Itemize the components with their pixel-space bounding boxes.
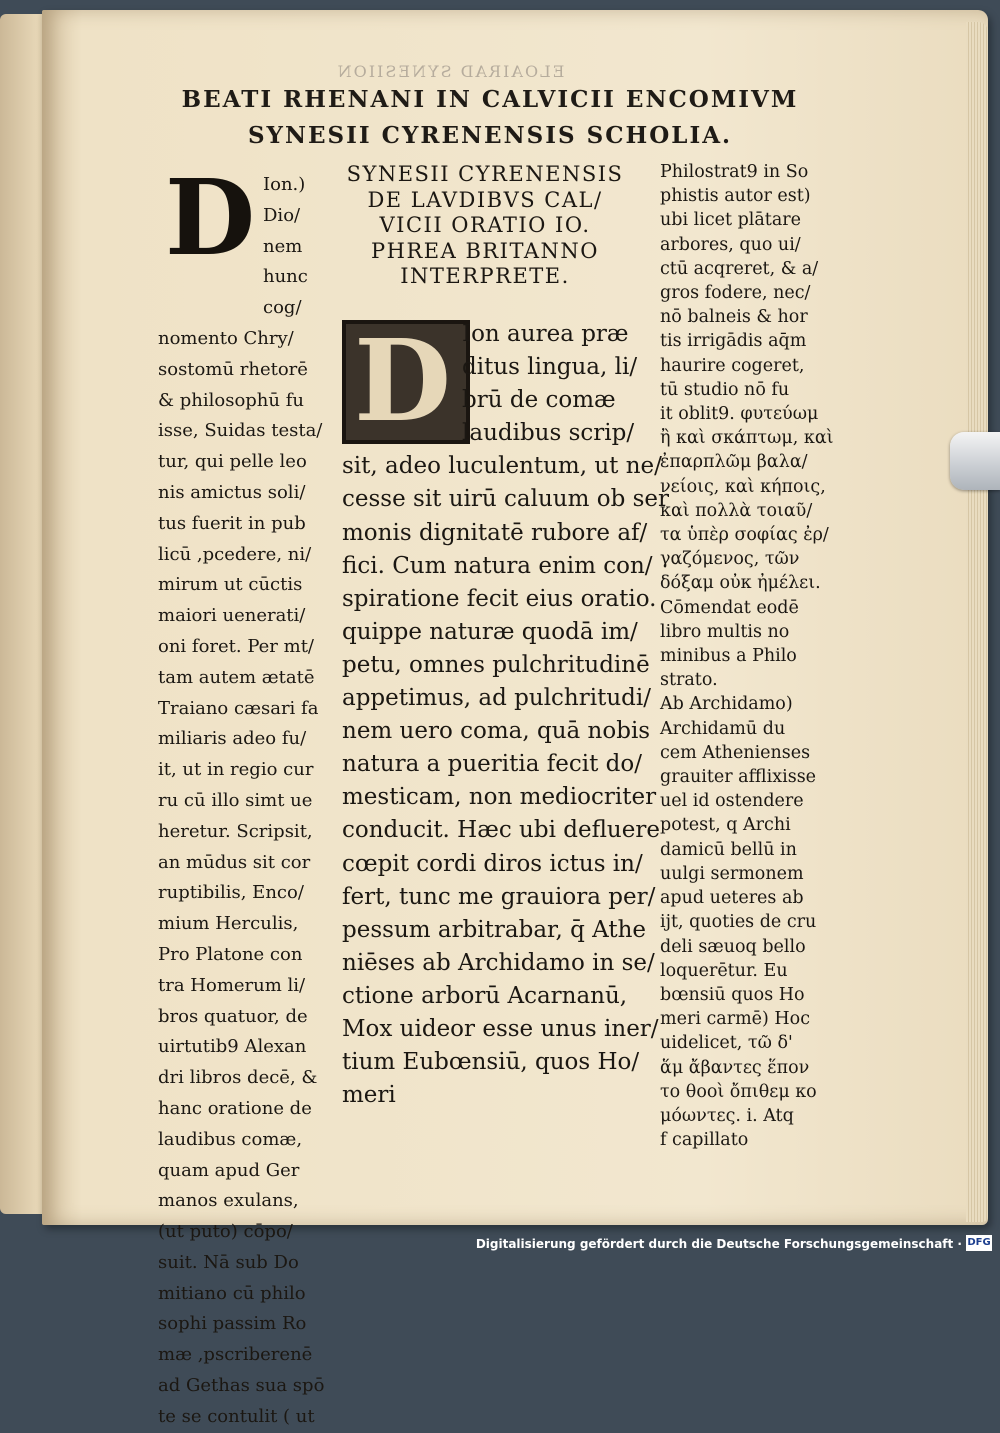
commentary-line: maiori uenerati/ (158, 605, 306, 627)
page-fore-edge (966, 22, 988, 1222)
commentary-line: sophi passim Ro (158, 1313, 307, 1335)
commentary-line: heretur. Scripsit, (158, 820, 313, 842)
oration-text-column (342, 318, 670, 1112)
bleed-through-text: ELOAIRAD SYNESIION (335, 62, 565, 81)
commentary-line: arbores, quo ui/ (660, 234, 801, 255)
commentary-line: τα ὑπὲρ σοφίας ἐρ/ (660, 525, 829, 546)
commentary-line: Dio/ (263, 204, 301, 226)
commentary-line: minibus a Philo (660, 646, 797, 667)
commentary-line: meri carmē) Hoc (660, 1009, 811, 1030)
commentary-line: γαζόμενος, τῶν (660, 549, 800, 570)
commentary-line: libro multis no (660, 621, 790, 642)
funding-credit: Digitalisierung gefördert durch die Deutsche Forschungsgemeinschaft · (475, 1237, 962, 1251)
commentary-line: laudibus comæ, (158, 1128, 303, 1150)
commentary-line: te se contulit ( ut (158, 1405, 315, 1427)
commentary-line: hanc oratione de (158, 1097, 312, 1119)
commentary-line: it oblit9. φυτεύωμ (660, 404, 819, 425)
text-line: brū de comæ (462, 387, 616, 414)
text-line: laudibus scrip/ (462, 420, 635, 447)
drop-cap-left: D (165, 156, 256, 279)
commentary-line: Archidamū du (660, 718, 786, 739)
commentary-line: apud ueteres ab (660, 888, 804, 909)
commentary-line: hunc (263, 266, 308, 288)
ornamental-initial-letter: D (354, 316, 452, 447)
commentary-line: uulgi sermonem (660, 863, 804, 884)
commentary-line: gros fodere, nec/ (660, 283, 811, 304)
title-line: PHREA BRITANNO (371, 238, 599, 263)
commentary-line: cog/ (263, 297, 302, 319)
text-line: petu, omnes pulchritudinē (342, 651, 650, 678)
commentary-line: cem Athenienses (660, 742, 811, 763)
commentary-line: mium Herculis, (158, 913, 299, 935)
commentary-line: Ab Archidamo) (660, 694, 793, 715)
commentary-line: & philosophū fu (158, 389, 304, 411)
commentary-line: ἐπαρπλῶμ βαλα/ (660, 452, 808, 473)
commentary-line: damicū bellū in (660, 839, 797, 860)
commentary-line: suit. Nā sub Do (158, 1251, 299, 1273)
text-line: fert, tunc me grauiora per/ (342, 883, 656, 910)
commentary-line: nomento Chry/ (158, 327, 294, 349)
text-line: Ion aurea præ (462, 321, 629, 347)
text-line: ditus lingua, li/ (462, 354, 638, 381)
commentary-line: mitiano cū philo (158, 1282, 306, 1304)
commentary-line: Ion.) (263, 174, 306, 195)
text-line: tium Eubœnsiū, quos Ho/ (342, 1049, 640, 1076)
commentary-line: strato. (660, 670, 718, 691)
page-turn-tab[interactable] (950, 432, 1000, 490)
commentary-line: ru cū illo simt ue (158, 789, 313, 811)
text-line: sit, adeo luculentum, ut ne/ (342, 453, 662, 480)
text-line: pessum arbitrabar, q̄ Athe (342, 916, 647, 943)
title-line: VICII ORATIO IO. (379, 213, 591, 237)
text-line: monis dignitatē rubore af/ (342, 519, 648, 546)
commentary-line: quam apud Ger (158, 1159, 300, 1181)
commentary-line: haurire cogeret, (660, 355, 805, 376)
text-line: meri (342, 1082, 396, 1109)
commentary-line: potest, q Archi (660, 815, 791, 836)
text-line: quippe naturæ quodā im/ (342, 618, 638, 645)
text-line: Mox uideor esse unus iner/ (342, 1015, 659, 1042)
commentary-line: μόωντες. i. Atq (660, 1105, 794, 1126)
commentary-line: Traiano cæsari fa (158, 697, 319, 719)
commentary-line: manos exulans, (158, 1190, 299, 1212)
text-line: cesse sit uirū caluum ob ser (342, 486, 670, 513)
commentary-line: bœnsiū quos Ho (660, 984, 805, 1005)
commentary-line: f capillato (660, 1130, 749, 1151)
title-line: DE LAVDIBVS CAL/ (367, 187, 603, 212)
oration-title (335, 162, 635, 290)
commentary-line: nō balneis & hor (660, 307, 808, 328)
commentary-line: isse, Suidas testa/ (158, 420, 323, 442)
commentary-line: καὶ πολλὰ τοιαῦ/ (660, 500, 813, 521)
commentary-line: ijt, quoties de cru (660, 912, 817, 933)
commentary-line: ad Gethas sua spō (158, 1375, 325, 1397)
commentary-line: loquerētur. Eu (660, 960, 788, 981)
commentary-line: deli sæuoq bello (660, 936, 806, 957)
left-commentary-column (158, 156, 330, 1433)
dfg-logo: DFG (966, 1235, 992, 1251)
text-line: conducit. Hæc ubi defluere (342, 817, 660, 844)
commentary-line: Philostrat9 in So (660, 162, 809, 182)
text-line: nem uero coma, quā nobis (342, 718, 651, 745)
page-title: BEATI RHENANI IN CALVICII ENCOMIVM (181, 86, 799, 113)
text-line: spiratione fecit eius oratio. (342, 585, 657, 612)
commentary-line: το θοοὶ ὄπιθεμ κο (660, 1081, 817, 1102)
text-line: mesticam, non mediocriter (342, 784, 657, 811)
commentary-line: tam autem ætatē (158, 666, 315, 688)
commentary-line: uirtutib9 Alexan (158, 1036, 307, 1058)
commentary-line: oni foret. Per mt/ (158, 635, 314, 657)
commentary-line: δόξαμ οὐκ ἠμέλει. (660, 573, 821, 594)
commentary-line: grauiter afflixisse (660, 767, 817, 788)
commentary-line: Pro Platone con (158, 943, 303, 965)
commentary-line: mirum ut cūctis (158, 574, 303, 596)
page-subtitle: SYNESII CYRENENSIS SCHOLIA. (247, 122, 733, 149)
text-line: appetimus, ad pulchritudi/ (342, 685, 651, 712)
right-commentary-column (660, 160, 834, 1152)
commentary-line: Cōmendat eodē (660, 597, 799, 618)
text-line: natura a pueritia fecit do/ (342, 751, 642, 778)
commentary-line: tur, qui pelle leo (158, 451, 307, 473)
commentary-line: ubi licet plātare (660, 210, 801, 231)
commentary-line: phistis autor est) (660, 186, 811, 207)
commentary-line: (ut puto) cōpo/ (158, 1221, 293, 1243)
text-line: cœpit cordi diros ictus in/ (342, 850, 643, 877)
commentary-line: tū studio nō fu (660, 379, 790, 400)
commentary-line: νείοις, καὶ κήποις, (660, 476, 826, 497)
commentary-line: nem (263, 235, 303, 257)
commentary-line: mæ ,pscriberenē (158, 1344, 313, 1366)
commentary-line: tis irrigādis aq̄m (660, 331, 807, 352)
commentary-line: miliaris adeo fu/ (158, 728, 307, 750)
commentary-line: it, ut in regio cur (158, 759, 314, 781)
commentary-line: ruptibilis, Enco/ (158, 882, 304, 904)
commentary-line: licū ,pcedere, ni/ (158, 543, 312, 565)
commentary-line: uidelicet, τῶ δ' (660, 1033, 793, 1054)
commentary-line: bros quatuor, de (158, 1005, 308, 1027)
commentary-line: dri libros decē, & (158, 1067, 318, 1089)
text-line: fici. Cum natura enim con/ (342, 552, 653, 579)
text-line: niēses ab Archidamo in se/ (342, 949, 655, 976)
commentary-line: tus fuerit in pub (158, 512, 306, 534)
commentary-line: nis amictus soli/ (158, 481, 306, 503)
commentary-line: tra Homerum li/ (158, 974, 306, 996)
commentary-line: ἅμ ἄβαντες ἕπον (660, 1057, 810, 1078)
commentary-line: an mūdus sit cor (158, 851, 311, 873)
commentary-line: ἢ καὶ σκάπτωμ, καὶ (660, 428, 834, 449)
commentary-line: ctū acqreret, & a/ (660, 258, 819, 279)
commentary-line: uel id ostendere (660, 791, 804, 812)
title-line: SYNESII CYRENENSIS (346, 162, 624, 186)
text-line: ctione arborū Acarnanū, (342, 982, 628, 1009)
title-line: INTERPRETE. (400, 264, 570, 288)
commentary-line: sostomū rhetorē (158, 358, 308, 380)
